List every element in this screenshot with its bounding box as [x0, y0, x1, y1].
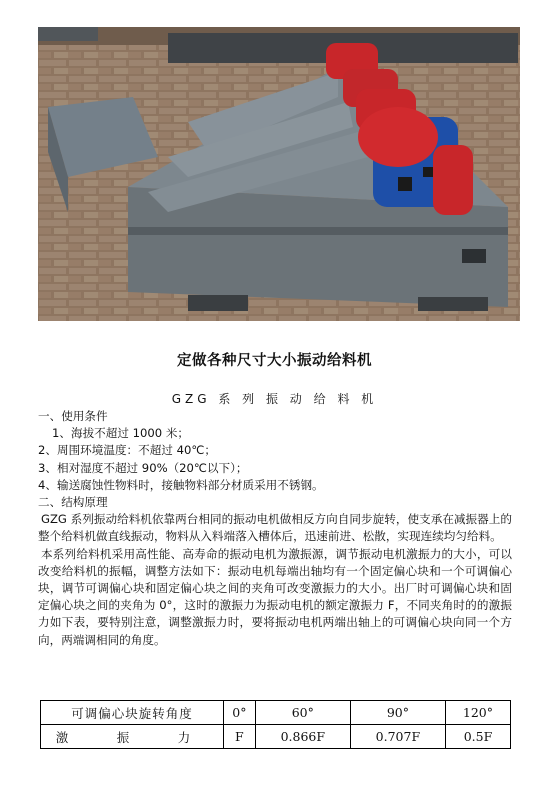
table-cell: F: [224, 725, 256, 749]
force-table: [40, 700, 511, 749]
table-cell: 0.5F: [445, 725, 510, 749]
table-cell: 60°: [255, 701, 350, 725]
table-cell: 120°: [445, 701, 510, 725]
list-item: 2、周围环境温度：不超过 40℃；: [38, 443, 216, 458]
table-cell: 激 振 力: [41, 725, 224, 749]
table-cell: 0°: [224, 701, 256, 725]
table-cell: 0.866F: [255, 725, 350, 749]
table-cell: 可调偏心块旋转角度: [41, 701, 224, 725]
section-heading: 一、使用条件: [38, 409, 108, 423]
table-cell: 90°: [350, 701, 445, 725]
table-row: [41, 701, 511, 725]
document-subtitle: GZG 系 列 振 动 给 料 机: [171, 392, 378, 406]
list-item: 3、相对湿度不超过 90%（20℃以下）；: [38, 460, 248, 475]
table-cell: 0.707F: [350, 725, 445, 749]
section-heading: 二、结构原理: [38, 495, 108, 510]
document-body: [38, 408, 512, 649]
list-item: 4、输送腐蚀性物料时，接触物料部分材质采用不锈钢。: [38, 477, 324, 492]
list-item: 1、海拔不超过 1000 米；: [52, 426, 190, 441]
table-row: [41, 725, 511, 749]
paragraph: GZG 系列振动给料机依靠两台相同的振动电机做相反方向自同步旋转，使支承在减振器上的整个给料机做直线振动，物料从入料端落入槽体后，迅速前进、松散，实现连续均匀给料。: [38, 512, 512, 544]
document-title: 定做各种尺寸大小振动给料机: [177, 353, 372, 369]
paragraph: 本系列给料机采用高性能、高寿命的振动电机为激振源，调节振动电机激振力的大小，可以改变给料机的振幅，调整方法如下：振动电机每端出轴均有一个固定偏心块和一个可调偏心块，调节可调偏心块和固定偏心块之间的夹角可改变激振力的大小。出厂时可调偏心块和固定偏心块之间的夹角为 0°，这时的激振力为振动电机的额定激振力 F，不同夹角时的的激振力如下表，要特别注意，调整激振力时，要将振动电机两端出轴上的可调偏心块向同一个方向，两端调相同的角度。: [38, 546, 512, 647]
product-photo: [38, 27, 520, 321]
